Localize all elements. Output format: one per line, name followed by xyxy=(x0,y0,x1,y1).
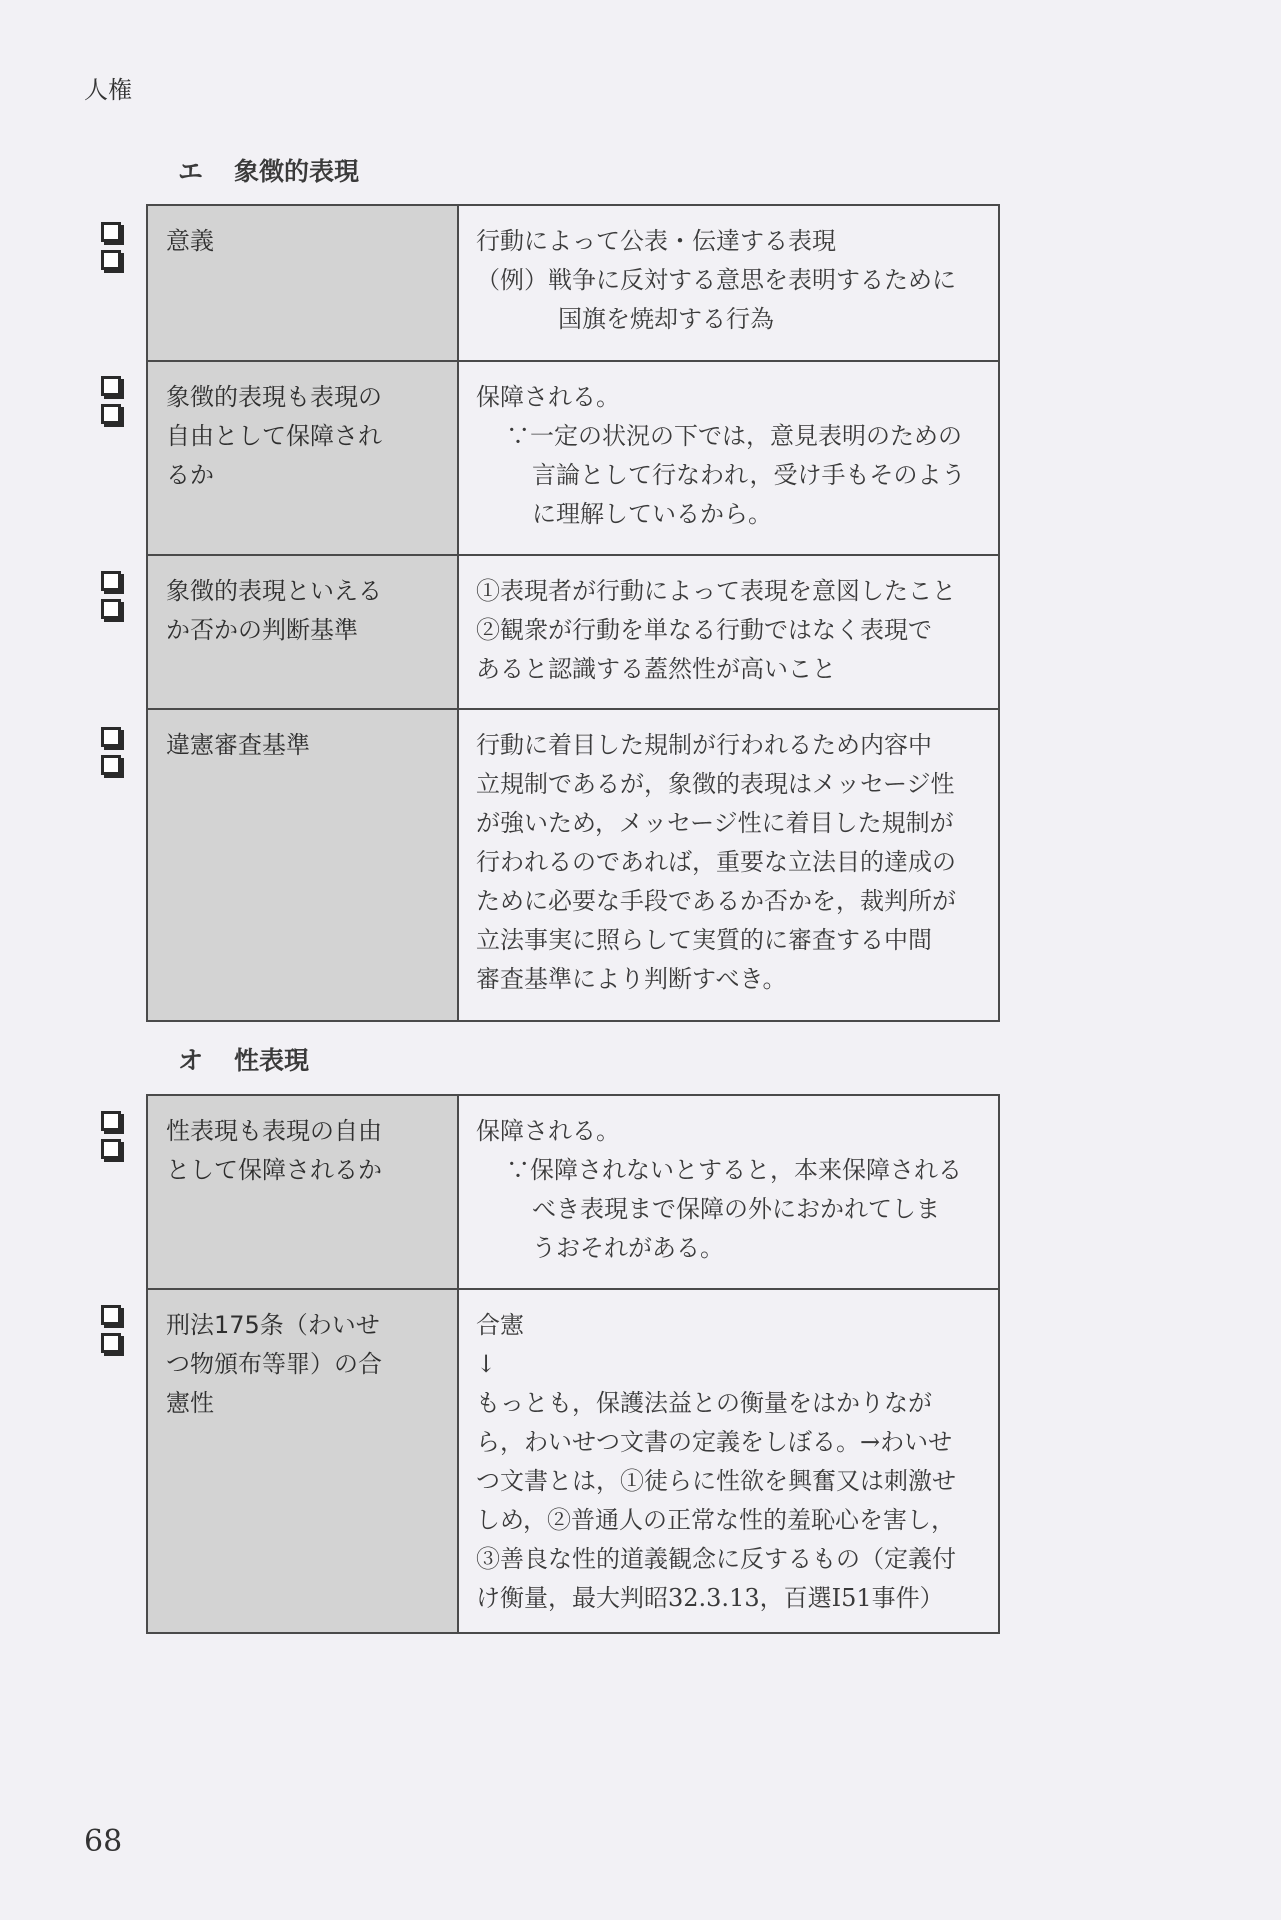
term-line: 自由として保障され xyxy=(166,422,382,450)
term-line: 刑法175条（わいせ xyxy=(166,1311,380,1339)
review-checkbox-pair xyxy=(101,1305,127,1361)
review-checkbox-pair xyxy=(101,571,127,627)
description-line: ①表現者が行動によって表現を意図したこと xyxy=(476,577,956,605)
term-line: として保障されるか xyxy=(166,1156,382,1184)
description-line: ∵保障されないとすると，本来保障される xyxy=(506,1156,962,1184)
running-head: 人権 xyxy=(84,76,132,104)
term-cell xyxy=(147,1289,458,1633)
term-line: 違憲審査基準 xyxy=(166,731,310,759)
description-line: 言論として行なわれ，受け手もそのよう xyxy=(532,461,966,489)
term-cell xyxy=(147,1095,458,1289)
section-heading-symbolic-expression xyxy=(178,152,359,188)
description-line: ∵一定の状況の下では，意見表明のための xyxy=(506,422,962,450)
description-line: 立法事実に照らして実質的に審査する中間 xyxy=(476,926,932,954)
description-line: が強いため，メッセージ性に着目した規制が xyxy=(476,809,954,837)
term-line: 意義 xyxy=(166,227,214,255)
table-row xyxy=(147,1289,999,1633)
description-line: ②観衆が行動を単なる行動ではなく表現で xyxy=(476,616,932,644)
table-row xyxy=(147,205,999,361)
description-line: べき表現まで保障の外におかれてしま xyxy=(532,1195,940,1223)
description-line: あると認識する蓋然性が高いこと xyxy=(476,655,836,683)
description-cell xyxy=(458,709,999,1021)
description-line: ③善良な性的道義観念に反するもの（定義付 xyxy=(476,1545,956,1573)
description-line: 合憲 xyxy=(476,1311,524,1339)
table-row xyxy=(147,709,999,1021)
description-line: け衡量，最大判昭32.3.13，百選Ⅰ51事件） xyxy=(476,1584,944,1612)
description-line: ↓ xyxy=(476,1350,497,1378)
term-line: 憲性 xyxy=(166,1389,214,1417)
symbolic-expression-table xyxy=(146,204,1000,1022)
description-line: ために必要な手段であるか否かを，裁判所が xyxy=(476,887,956,915)
term-cell xyxy=(147,709,458,1021)
table-row xyxy=(147,1095,999,1289)
term-cell xyxy=(147,555,458,709)
description-line: 行われるのであれば，重要な立法目的達成の xyxy=(476,848,956,876)
review-checkbox-pair xyxy=(101,1111,127,1167)
description-cell xyxy=(458,1289,999,1633)
term-line: るか xyxy=(166,461,214,489)
review-checkbox-pair xyxy=(101,376,127,432)
description-cell xyxy=(458,555,999,709)
description-cell xyxy=(458,361,999,555)
section-title: 性表現 xyxy=(234,1046,310,1075)
section-marker: オ xyxy=(178,1046,204,1075)
description-line: 保障される。 xyxy=(476,383,620,411)
term-cell xyxy=(147,205,458,361)
description-line: 行動によって公表・伝達する表現 xyxy=(476,227,836,255)
description-line: もっとも，保護法益との衡量をはかりなが xyxy=(476,1389,932,1417)
review-checkbox[interactable] xyxy=(101,599,121,619)
section-title: 象徴的表現 xyxy=(234,157,360,186)
description-line: 審査基準により判断すべき。 xyxy=(476,965,787,993)
description-cell xyxy=(458,1095,999,1289)
term-line: 性表現も表現の自由 xyxy=(166,1117,382,1145)
sexual-expression-table xyxy=(146,1094,1000,1634)
review-checkbox[interactable] xyxy=(101,1111,121,1131)
description-line: 国旗を焼却する行為 xyxy=(558,305,774,333)
review-checkbox[interactable] xyxy=(101,222,121,242)
term-line: つ物頒布等罪）の合 xyxy=(166,1350,382,1378)
review-checkbox[interactable] xyxy=(101,571,121,591)
description-line: しめ，②普通人の正常な性的羞恥心を害し， xyxy=(476,1506,956,1534)
review-checkbox[interactable] xyxy=(101,1305,121,1325)
review-checkbox[interactable] xyxy=(101,755,121,775)
description-line: 立規制であるが，象徴的表現はメッセージ性 xyxy=(476,770,955,798)
term-cell xyxy=(147,361,458,555)
review-checkbox[interactable] xyxy=(101,1139,121,1159)
term-line: 象徴的表現も表現の xyxy=(166,383,382,411)
review-checkbox-pair xyxy=(101,727,127,783)
description-line: に理解しているから。 xyxy=(532,500,772,528)
review-checkbox[interactable] xyxy=(101,1333,121,1353)
description-line: うおそれがある。 xyxy=(532,1234,724,1262)
review-checkbox[interactable] xyxy=(101,727,121,747)
description-line: 保障される。 xyxy=(476,1117,620,1145)
review-checkbox[interactable] xyxy=(101,376,121,396)
description-line: つ文書とは，①徒らに性欲を興奮又は刺激せ xyxy=(476,1467,956,1495)
description-line: ら，わいせつ文書の定義をしぼる。→わいせ xyxy=(476,1428,953,1456)
review-checkbox-pair xyxy=(101,222,127,278)
term-line: 象徴的表現といえる xyxy=(166,577,382,605)
page-number: 68 xyxy=(84,1824,123,1859)
term-line: か否かの判断基準 xyxy=(166,616,358,644)
review-checkbox[interactable] xyxy=(101,250,121,270)
section-heading-sexual-expression xyxy=(178,1041,309,1077)
description-cell xyxy=(458,205,999,361)
description-line: 行動に着目した規制が行われるため内容中 xyxy=(476,731,932,759)
review-checkbox[interactable] xyxy=(101,404,121,424)
description-line: （例）戦争に反対する意思を表明するために xyxy=(476,266,956,294)
table-row xyxy=(147,361,999,555)
section-marker: エ xyxy=(178,157,204,186)
table-row xyxy=(147,555,999,709)
